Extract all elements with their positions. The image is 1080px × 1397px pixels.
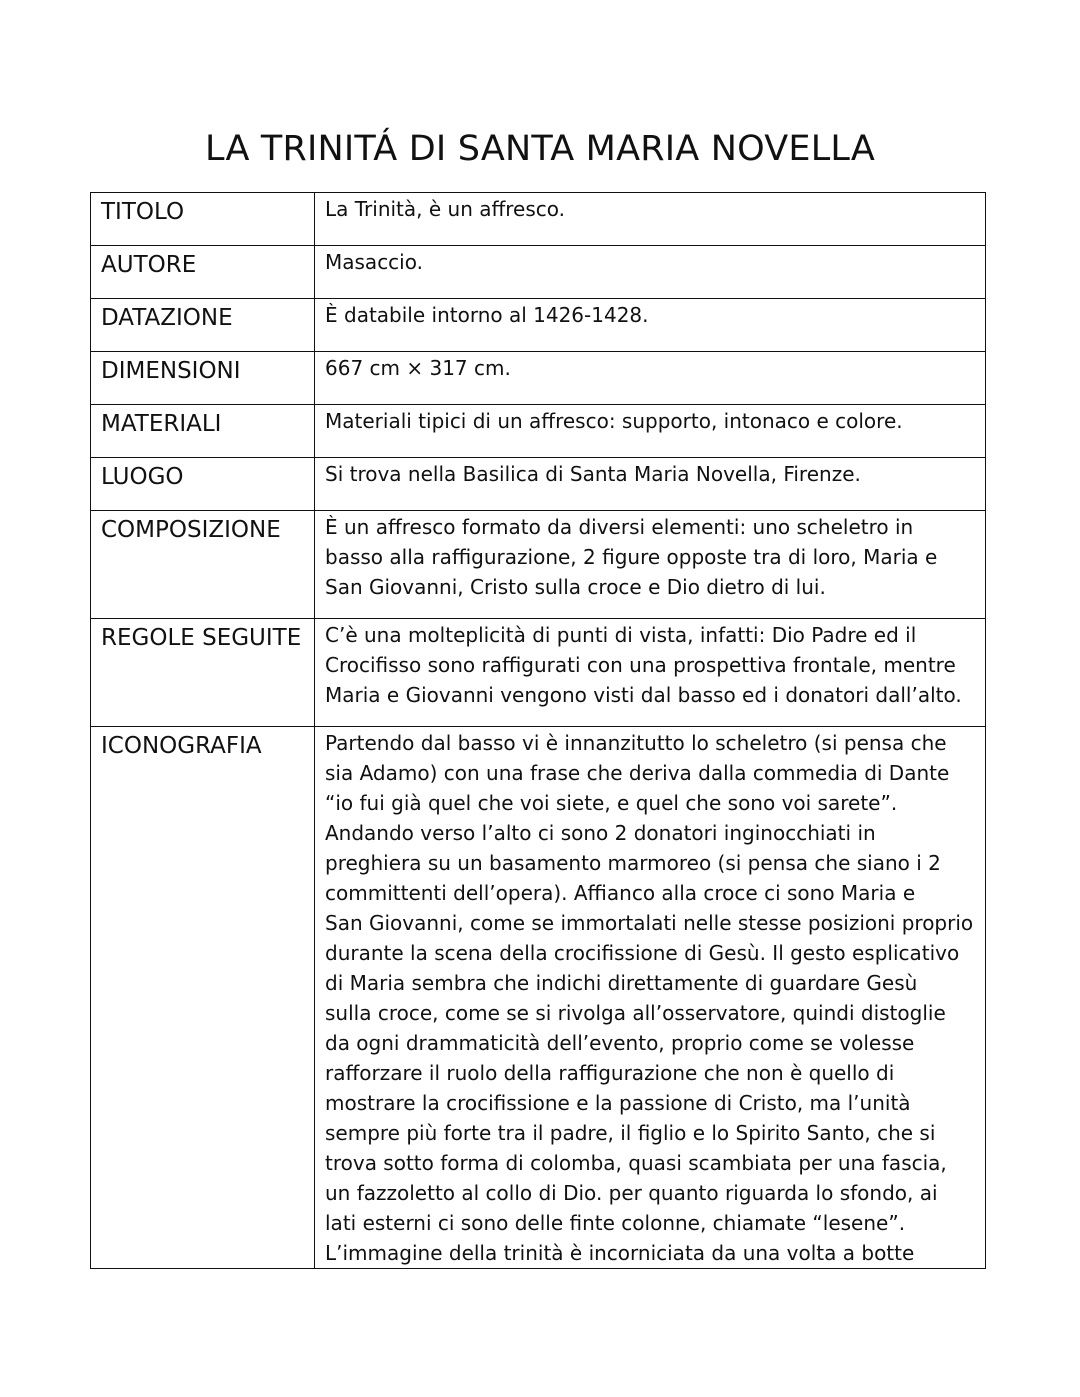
row-value <box>315 352 986 405</box>
row-value-text: C’è una molteplicità di punti di vista, infatti: Dio Padre ed il Crocifisso sono raffigurati con una prospettiva frontale, mentre Maria e Giovanni vengono visti dal basso ed i donatori dall’alto. <box>325 623 962 707</box>
row-label: MATERIALI <box>91 405 315 458</box>
table-row-iconografia <box>91 727 986 1269</box>
row-label: LUOGO <box>91 458 315 511</box>
row-value-text: È un affresco formato da diversi elementi: uno scheletro in basso alla raffigurazione, 2 figure opposte tra di loro, Maria e San Giovanni, Cristo sulla croce e Dio dietro di lui. <box>325 515 938 599</box>
table-row-luogo <box>91 458 986 511</box>
row-value <box>315 299 986 352</box>
table-row-autore <box>91 246 986 299</box>
artwork-info-table <box>90 192 986 1269</box>
row-value-text: Partendo dal basso vi è innanzitutto lo scheletro (si pensa che sia Adamo) con una frase che deriva dalla commedia di Dante “io fui già quel che voi siete, e quel che sono voi sarete”. Andando verso l’alto ci sono 2 donatori inginocchiati in preghiera su un basamento marmoreo (si pensa che siano i 2 committenti dell’opera). Affianco alla croce ci sono Maria e San Giovanni, come se immortalati nelle stesse posizioni proprio durante la scena della crocifissione di Gesù. Il gesto esplicativo di Maria sembra che indichi direttamente di guardare Gesù sulla croce, come se si rivolga all’osservatore, quindi distoglie da ogni drammaticità dell’evento, proprio come se volesse rafforzare il ruolo della raffigurazione che non è quello di mostrare la crocifissione e la passione di Cristo, ma l’unità sempre più forte tra il padre, il figlio e lo Spirito Santo, che si trova sotto forma di colomba, quasi scambiata per una fascia, un fazzoletto al collo di Dio. per quanto riguarda lo sfondo, ai lati esterni ci sono delle finte colonne, chiamate “lesene”. L’immagine della trinità è incorniciata da una volta a botte <box>325 731 974 1265</box>
row-value <box>315 405 986 458</box>
row-label: REGOLE SEGUITE <box>91 619 315 727</box>
row-value-text: La Trinità, è un affresco. <box>325 197 566 221</box>
row-value <box>315 193 986 246</box>
row-label: TITOLO <box>91 193 315 246</box>
row-label: DATAZIONE <box>91 299 315 352</box>
row-value <box>315 619 986 727</box>
row-value <box>315 246 986 299</box>
page-title: LA TRINITÁ DI SANTA MARIA NOVELLA <box>204 129 876 169</box>
table-row-materiali <box>91 405 986 458</box>
table-row-composizione <box>91 511 986 619</box>
table-row-datazione <box>91 299 986 352</box>
row-value <box>315 458 986 511</box>
row-value-text: Masaccio. <box>325 250 423 274</box>
table-row-dimensioni <box>91 352 986 405</box>
row-value-text: Materiali tipici di un affresco: supporto, intonaco e colore. <box>325 409 903 433</box>
row-value-text: 667 cm × 317 cm. <box>325 356 511 380</box>
row-label: AUTORE <box>91 246 315 299</box>
row-value <box>315 727 986 1269</box>
row-value <box>315 511 986 619</box>
row-value-text: Si trova nella Basilica di Santa Maria Novella, Firenze. <box>325 462 861 486</box>
table-row-titolo <box>91 193 986 246</box>
table-row-regole-seguite <box>91 619 986 727</box>
row-label: DIMENSIONI <box>91 352 315 405</box>
row-value-text: È databile intorno al 1426-1428. <box>325 303 649 327</box>
row-label: ICONOGRAFIA <box>91 727 315 1269</box>
row-label: COMPOSIZIONE <box>91 511 315 619</box>
